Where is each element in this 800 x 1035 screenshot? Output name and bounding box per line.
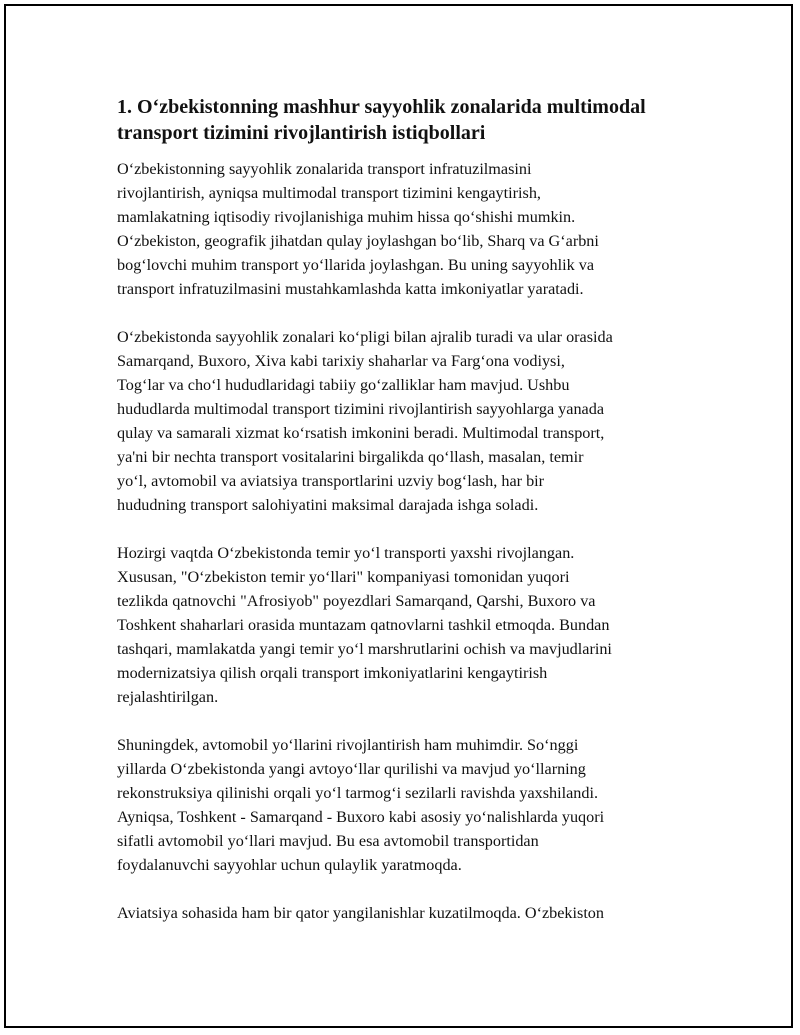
paragraph-line: Hozirgi vaqtda O‘zbekistonda temir yo‘l transporti yaxshi rivojlangan.: [117, 544, 575, 562]
paragraph-line: O‘zbekiston, geografik jihatdan qulay joylashgan bo‘lib, Sharq va G‘arbni: [117, 232, 599, 250]
paragraph-line: tashqari, mamlakatda yangi temir yo‘l marshrutlarini ochish va mavjudlarini: [117, 640, 612, 658]
paragraph-line: mamlakatning iqtisodiy rivojlanishiga muhim hissa qo‘shishi mumkin.: [117, 208, 576, 226]
paragraph-line: qulay va samarali xizmat ko‘rsatish imkonini beradi. Multimodal transport,: [117, 424, 605, 442]
paragraph-line: Toshkent shaharlari orasida muntazam qatnovlarni tashkil etmoqda. Bundan: [117, 616, 610, 634]
paragraph-line: hududlarda multimodal transport tizimini rivojlantirish sayyohlarga yanada: [117, 400, 605, 418]
paragraph-line: Samarqand, Buxoro, Xiva kabi tarixiy shaharlar va Farg‘ona vodiysi,: [117, 352, 565, 370]
paragraph-line: sifatli avtomobil yo‘llari mavjud. Bu esa avtomobil transportidan: [117, 832, 539, 850]
paragraph-line: ya'ni bir nechta transport vositalarini birgalikda qo‘llash, masalan, temir: [117, 448, 584, 466]
paragraph-line: Tog‘lar va cho‘l hududlaridagi tabiiy go‘zalliklar ham mavjud. Ushbu: [117, 376, 570, 394]
paragraph-line: rekonstruksiya qilinishi orqali yo‘l tarmog‘i sezilarli ravishda yaxshilandi.: [117, 784, 599, 802]
paragraph-line: O‘zbekistonning sayyohlik zonalarida transport infratuzilmasini: [117, 160, 532, 178]
paragraph: [117, 157, 687, 301]
paragraph-line: Ayniqsa, Toshkent - Samarqand - Buxoro kabi asosiy yo‘nalishlarda yuqori: [117, 808, 605, 826]
paragraph: [117, 325, 687, 517]
paragraph-line: transport infratuzilmasini mustahkamlashda katta imkoniyatlar yaratadi.: [117, 280, 584, 298]
heading-line: transport tizimini rivojlantirish istiqbollari: [117, 122, 486, 144]
document-body: [117, 94, 687, 949]
paragraph-line: rivojlantirish, ayniqsa multimodal transport tizimini kengaytirish,: [117, 184, 541, 202]
paragraph-line: tezlikda qatnovchi "Afrosiyob" poyezdlari Samarqand, Qarshi, Buxoro va: [117, 592, 596, 610]
section-heading: [117, 94, 687, 146]
paragraph-line: Aviatsiya sohasida ham bir qator yangilanishlar kuzatilmoqda. O‘zbekiston: [117, 904, 604, 922]
paragraph-line: bog‘lovchi muhim transport yo‘llarida joylashgan. Bu uning sayyohlik va: [117, 256, 595, 274]
paragraph: [117, 901, 687, 925]
paragraph-line: modernizatsiya qilish orqali transport imkoniyatlarini kengaytirish: [117, 664, 548, 682]
paragraph-line: O‘zbekistonda sayyohlik zonalari ko‘pligi bilan ajralib turadi va ular orasida: [117, 328, 613, 346]
paragraph-line: foydalanuvchi sayyohlar uchun qulaylik yaratmoqda.: [117, 856, 462, 874]
paragraph-line: Xususan, "O‘zbekiston temir yo‘llari" kompaniyasi tomonidan yuqori: [117, 568, 570, 586]
paragraph-line: yo‘l, avtomobil va aviatsiya transportlarini uzviy bog‘lash, har bir: [117, 472, 545, 490]
heading-line: 1. O‘zbekistonning mashhur sayyohlik zonalarida multimodal: [117, 96, 646, 118]
paragraph: [117, 733, 687, 877]
paragraph-line: hududning transport salohiyatini maksimal darajada ishga soladi.: [117, 496, 539, 514]
paragraph: [117, 541, 687, 709]
paragraph-line: yillarda O‘zbekistonda yangi avtoyo‘llar qurilishi va mavjud yo‘llarning: [117, 760, 586, 778]
paragraph-line: Shuningdek, avtomobil yo‘llarini rivojlantirish ham muhimdir. So‘nggi: [117, 736, 579, 754]
paragraph-line: rejalashtirilgan.: [117, 688, 219, 706]
